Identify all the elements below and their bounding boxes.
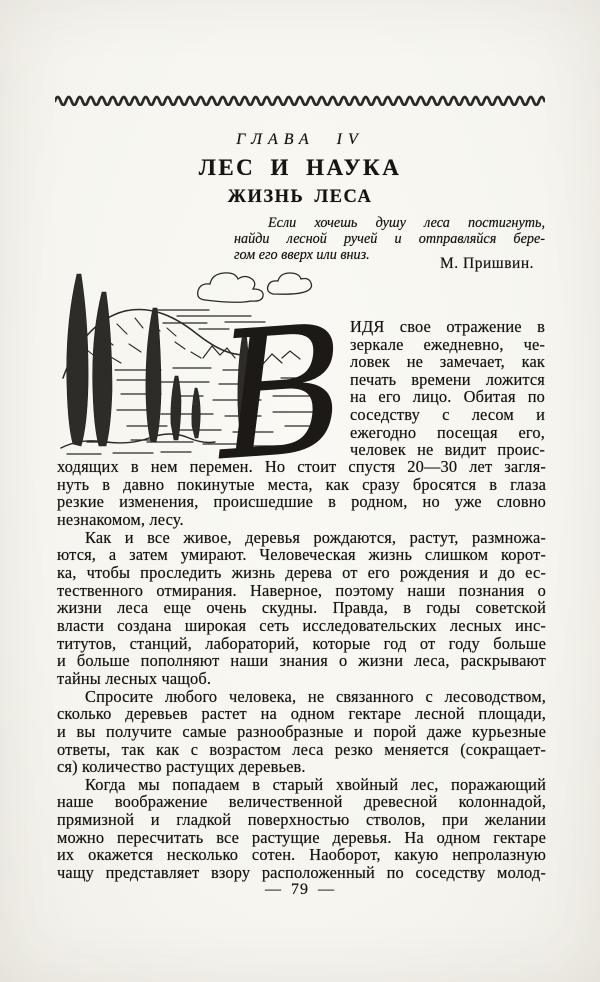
text-line: ся) количество растущих деревьев. bbox=[57, 757, 306, 777]
text-line: можно пересчитать все растущие деревья. На одном гектаре bbox=[57, 827, 546, 847]
text-line: ежегодно посещая его, bbox=[350, 422, 545, 442]
text-line: ка, чтобы проследить жизнь дерева от его рождения и до ес- bbox=[57, 562, 546, 582]
intro-column bbox=[350, 318, 545, 459]
text-line: жизни леса еще очень скудны. Правда, в годы советской bbox=[57, 598, 546, 618]
text-line: незнакомом, лесу. bbox=[57, 509, 184, 529]
text-line: сколько деревьев растет на одном гектаре лесной площади, bbox=[57, 704, 546, 724]
text-line: и вы получите самые разнообразные и порой даже курьезные bbox=[57, 721, 546, 741]
text-line: гом его вверх или вниз. bbox=[234, 246, 370, 263]
page-subtitle: ЖИЗНЬ ЛЕСА bbox=[227, 187, 373, 207]
text-line: найди лесной ручей и отправляйся бере- bbox=[234, 230, 545, 247]
text-line: прямизной и гладкой поверхностью стволов, при желании bbox=[57, 810, 546, 830]
text-line: Когда мы попадаем в старый хвойный лес, поражающий bbox=[85, 774, 546, 794]
text-line: зеркале ежедневно, че- bbox=[350, 334, 545, 354]
text-line: титутов, станций, лабораторий, которые год от году больше bbox=[57, 633, 546, 653]
chapter-label: ГЛАВА IV bbox=[236, 131, 364, 148]
text-line: Спросите любого человека, не связанного с лесоводством, bbox=[85, 686, 546, 706]
text-line: ИДЯ свое отражение в bbox=[350, 317, 545, 336]
text-line: Как и все живое, деревья рождаются, растут, размножа- bbox=[85, 527, 546, 547]
wavy-rule-ornament bbox=[55, 92, 545, 106]
text-line: ловек не замечает, как bbox=[350, 352, 545, 372]
text-line: наше воображение величественной древесной колоннадой, bbox=[57, 792, 546, 812]
page-number: — 79 — bbox=[265, 881, 335, 898]
dropcap-letter: В bbox=[209, 286, 354, 501]
text-line: и больше пополняют наши знания о жизни леса, раскрывают bbox=[57, 651, 546, 671]
text-line: на его лицо. Обитая по bbox=[350, 387, 545, 407]
body-text bbox=[57, 458, 546, 882]
text-line: ходящих в нем перемен. Но стоит спустя 20—30 лет загля- bbox=[57, 457, 546, 476]
ground-icon bbox=[61, 434, 215, 454]
text-line: соседству с лесом и bbox=[350, 404, 545, 424]
text-line: чащу представляет взору расположенный по соседству молод- bbox=[57, 863, 546, 883]
text-line: ются, а затем умирают. Человеческая жизнь слишком корот- bbox=[57, 545, 546, 565]
text-line: нуть в давно покинутые места, как сразу бросятся в глаза bbox=[57, 474, 546, 494]
text-line: резкие изменения, происшедшие в родном, но уже словно bbox=[57, 492, 546, 512]
text-line: власти создана широкая сеть исследовательских лесных инс- bbox=[57, 615, 546, 635]
text-line: ответы, так как с возрастом леса резко меняется (сокращает- bbox=[57, 739, 546, 759]
text-line: их окажется несколько сотен. Наоборот, какую непролазную bbox=[57, 845, 546, 865]
page-title: ЛЕС И НАУКА bbox=[198, 155, 402, 180]
text-line: человек не видит проис- bbox=[350, 440, 545, 460]
text-line: тайны лесных чащоб. bbox=[57, 668, 212, 688]
text-line: Если хочешь душу леса постигнуть, bbox=[268, 215, 545, 231]
text-line: печать времени ложится bbox=[350, 369, 545, 389]
epigraph-attribution: М. Пришвин. bbox=[440, 255, 534, 272]
text-line: тественного отмирания. Наверное, поэтому наши познания о bbox=[57, 580, 546, 600]
